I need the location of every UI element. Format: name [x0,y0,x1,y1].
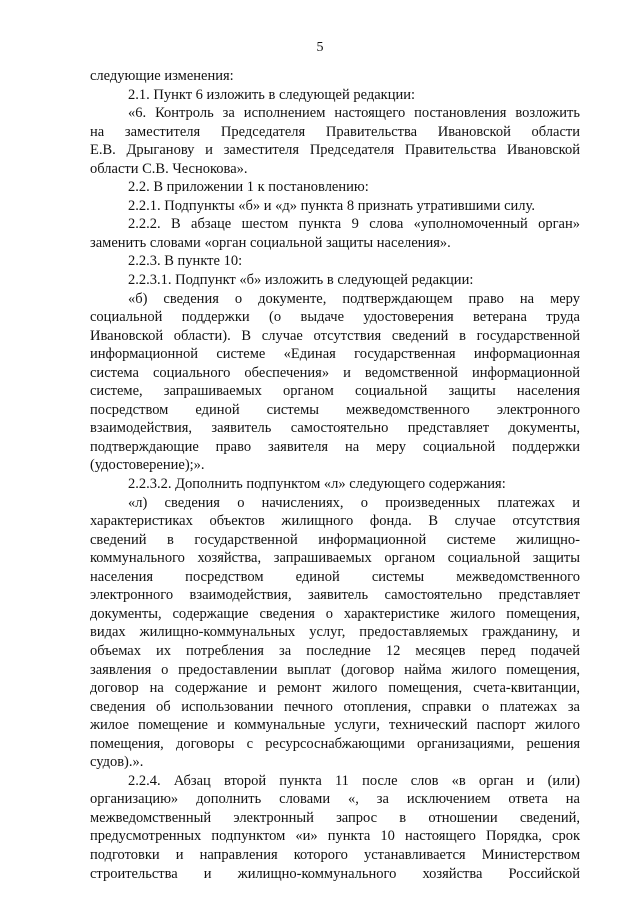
text-line: система социального обеспечения» и ведомственной информационной [90,364,580,381]
text-line: 2.2.3.2. Дополнить подпунктом «л» следующего содержания: [128,476,506,493]
document-body [90,67,580,883]
text-line: 2.2.3. В пункте 10: [128,253,243,270]
text-line: Ивановской области). В случае отсутствия сведений в государственной [90,327,580,344]
text-line: на заместителя Председателя Правительства Ивановской области [90,123,580,140]
text-line: договор на содержание и ремонт жилого помещения, счета-квитанции, [90,680,580,697]
text-line: информационной системе «Единая государственная информационная [90,346,580,363]
text-line: 2.2.3.1. Подпункт «б» изложить в следующей редакции: [128,272,474,289]
text-line: подготовки и направления которого устанавливается Министерством [90,846,580,863]
text-line: взаимодействия, заявитель самостоятельно представляет документы, [90,420,580,437]
text-line: строительства и жилищно-коммунального хозяйства Российской [90,865,580,882]
text-line: «6. Контроль за исполнением настоящего постановления возложить [128,105,580,122]
text-line: 2.1. Пункт 6 изложить в следующей редакции: [128,86,416,103]
text-line: помещения, договоры с ресурсоснабжающими организациями, решения [90,735,580,752]
text-line: сведений в государственной информационной системе жилищно- [90,531,580,548]
text-line: системе, запрашиваемых органом социальной защиты населения [90,383,580,400]
text-line: 2.2. В приложении 1 к постановлению: [128,179,369,196]
text-line: объемах их потребления за последние 12 месяцев перед подачей [90,642,580,659]
text-line: видах жилищно-коммунальных услуг, предоставляемых гражданину, и [90,624,580,641]
text-line: заявления о предоставлении выплат (договор найма жилого помещения, [90,661,580,678]
text-line: «б) сведения о документе, подтверждающем право на меру [128,290,580,307]
text-line: коммунального хозяйства, запрашиваемых органом социальной защиты [90,550,580,567]
page-number: 5 [316,40,324,55]
text-line: социальной поддержки (о выдаче удостоверения ветерана труда [90,309,580,326]
text-line: электронного взаимодействия, заявитель самостоятельно представляет [90,587,580,604]
text-line: документы, содержащие сведения о характеристике жилого помещения, [90,605,580,622]
text-line: межведомственный электронный запрос в отношении сведений, [90,809,580,826]
text-line: организацию» дополнить словами «, за исключением ответа на [90,791,580,808]
text-line: посредством единой системы межведомственного электронного [90,401,580,418]
text-line: подтверждающие право заявителя на меру социальной поддержки [90,438,580,455]
text-line: «л) сведения о начислениях, о произведенных платежах и [128,494,580,511]
text-line: заменить словами «орган социальной защиты населения». [90,234,451,251]
text-line: 2.2.2. В абзаце шестом пункта 9 слова «уполномоченный орган» [128,216,580,233]
text-line: области С.В. Чеснокова». [90,160,248,177]
text-line: 2.2.1. Подпункты «б» и «д» пункта 8 признать утратившими силу. [128,197,535,214]
text-line: сведения об использовании печного отопления, справки о платежах за [90,698,580,715]
text-line: предусмотренных подпунктом «и» пункта 10 настоящего Порядка, срок [90,828,580,845]
text-line: судов).». [90,754,144,771]
text-line: характеристиках объектов жилищного фонда. В случае отсутствия [90,513,580,530]
text-line: жилое помещение и коммунальные услуги, технический паспорт жилого [90,717,580,734]
text-line: Е.В. Дрыганову и заместителя Председателя Правительства Ивановской [90,142,580,159]
text-line: следующие изменения: [90,68,234,84]
text-line: (удостоверение);». [90,457,205,474]
text-line: 2.2.4. Абзац второй пункта 11 после слов «в орган и (или) [128,772,580,789]
text-line: населения посредством единой системы межведомственного [90,568,580,585]
